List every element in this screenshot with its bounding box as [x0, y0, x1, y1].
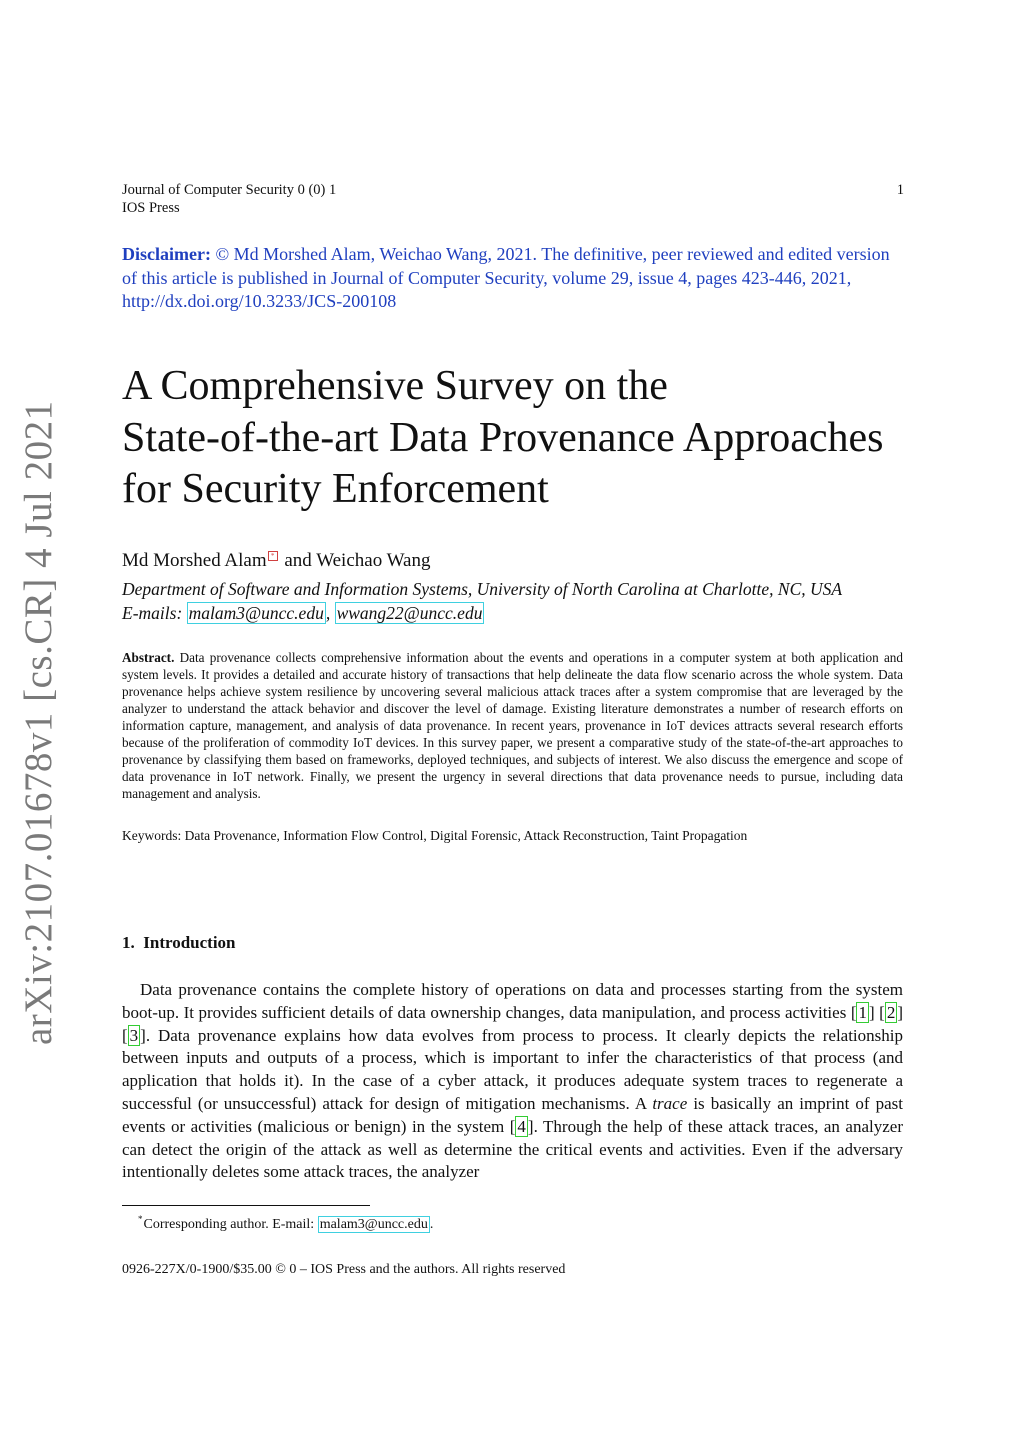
- section-heading: [122, 933, 236, 953]
- footnote-end: .: [429, 1217, 434, 1232]
- corresponding-author-marker[interactable]: *: [268, 551, 278, 561]
- footnote: [138, 1209, 433, 1235]
- author-name: Md Morshed Alam: [122, 550, 267, 571]
- citation-link[interactable]: 1: [858, 1002, 867, 1022]
- disclaimer-label: Disclaimer:: [122, 244, 211, 264]
- page-number: 1: [896, 182, 904, 198]
- title-line-1: A Comprehensive Survey on the: [122, 363, 668, 409]
- author-name: and Weichao Wang: [284, 550, 431, 571]
- disclaimer-text[interactable]: © Md Morshed Alam, Weichao Wang, 2021. The definitive, peer reviewed and edited version of this article is published in Journal of Computer Security, volume 29, issue 4, pages 423-446, 2021, http://dx.doi.org/10.3233/JCS-200108: [122, 244, 890, 311]
- keywords: Keywords: Data Provenance, Information Flow Control, Digital Forensic, Attack Reconstruction, Taint Propagation: [122, 828, 748, 843]
- section-title: Introduction: [143, 933, 236, 952]
- intro-paragraph: Data provenance contains the complete history of operations on data and processes starting from the system boot-up. It provides sufficient details of data ownership changes, data manipulation, and process activities [ 1 ] [ 2 ] [ 3 ]. Data provenance explains how data evolves from process to process. It clearly depicts the relationship between inputs and outputs of a process, which is important to infer the characteristics of that process (and application that holds it). In the case of a cyber attack, it produces adequate system traces to regenerate a successful (or unsuccessful) attack for design of mitigation mechanisms. A trace is basically an imprint of past events or activities (malicious or benign) in the system [ 4 ]. Through the help of these attack traces, an analyzer can detect the origin of the attack as well as determine the critical events and activities. Even if the adversary intentionally deletes some attack traces, the analyzer: [122, 980, 904, 1182]
- copyright-line: 0926-227X/0-1900/$35.00 © 0 – IOS Press and the authors. All rights reserved: [122, 1262, 566, 1277]
- emphasis-term: trace: [652, 1093, 688, 1113]
- department: Department of Software and Information Systems, University of North Carolina at Charlotte, NC, USA: [122, 579, 843, 599]
- abstract-text: Data provenance collects comprehensive information about the events and operations in a computer system at both application and system levels. It provides a detailed and accurate history of transactions that help delineate the data flow scenario across the whole system. Data provenance helps achieve system resilience by uncovering several malicious attack traces after a system compromise that are leveraged by the analyzer to understand the attack behavior and discover the level of damage. Existing literature demonstrates a number of research efforts on information capture, management, and analysis of data provenance. In recent years, provenance in IoT devices attracts several research efforts because of the proliferation of commodity IoT devices. In this survey paper, we present a comparative study of the state-of-the-art approaches to provenance by classifying them based on frameworks, deployed techniques, and subjects of interest. We also discuss the emergence and scope of data provenance in IoT network. Finally, we present the urgency in several directions that data provenance needs to pursue, including data management and analysis.: [122, 650, 903, 801]
- section-number: 1.: [122, 933, 135, 952]
- publisher-name: IOS Press: [122, 200, 180, 216]
- disclaimer: [122, 243, 904, 314]
- footnote-marker: *: [138, 1214, 143, 1224]
- abstract-label: Abstract.: [122, 650, 175, 665]
- paper-title: [122, 361, 922, 516]
- intro-text: is basically an imprint of past events or activities (malicious or benign) in the system: [122, 1093, 904, 1136]
- journal-name: Journal of Computer Security 0 (0) 1: [122, 182, 337, 198]
- arxiv-identifier[interactable]: arXiv:2107.01678v1 [cs.CR] 4 Jul 2021: [17, 400, 60, 1045]
- footnote-text: Corresponding author. E-mail:: [143, 1217, 318, 1232]
- title-line-3: for Security Enforcement: [122, 466, 549, 512]
- footnote-email-link[interactable]: malam3@uncc.edu: [319, 1217, 428, 1232]
- intro-text: Data provenance contains the complete history of operations on data and processes starting from the system boot-up. It provides sufficient details of data ownership changes, data manipulation, and process activities: [122, 980, 903, 1022]
- title-line-2: State-of-the-art Data Provenance Approaches: [122, 414, 884, 461]
- intro-text: . Through the help of these attack traces, an analyzer can detect the origin of the attack as well as determine the critical events and activities. Even if the adversary intentionally deletes some attack traces, the analyzer: [122, 1116, 903, 1182]
- citation-link[interactable]: 3: [129, 1025, 139, 1045]
- affiliation: [122, 577, 912, 625]
- email-link[interactable]: malam3@uncc.edu: [188, 603, 324, 623]
- citation-link[interactable]: 4: [517, 1116, 526, 1136]
- emails-label: E-mails:: [122, 603, 183, 623]
- journal-header: [122, 181, 904, 217]
- abstract: [122, 649, 903, 802]
- emails-line: E-mails: malam3@uncc.edu , wwang22@uncc.edu: [122, 603, 483, 623]
- email-link[interactable]: wwang22@uncc.edu: [336, 603, 483, 623]
- footnote-divider: [122, 1205, 370, 1206]
- citation-link[interactable]: 2: [886, 1002, 896, 1022]
- author-list: [122, 549, 904, 573]
- intro-text: . Data provenance explains how data evolves from process to process. It clearly depicts the relationship between inputs and outputs of a process, which is important to infer the characteristics of that process (and application that holds it). In the case of a cyber attack, it produces adequate system traces to regenerate a successful (or unsuccessful) attack for design of mitigation mechanisms. A: [122, 1025, 903, 1113]
